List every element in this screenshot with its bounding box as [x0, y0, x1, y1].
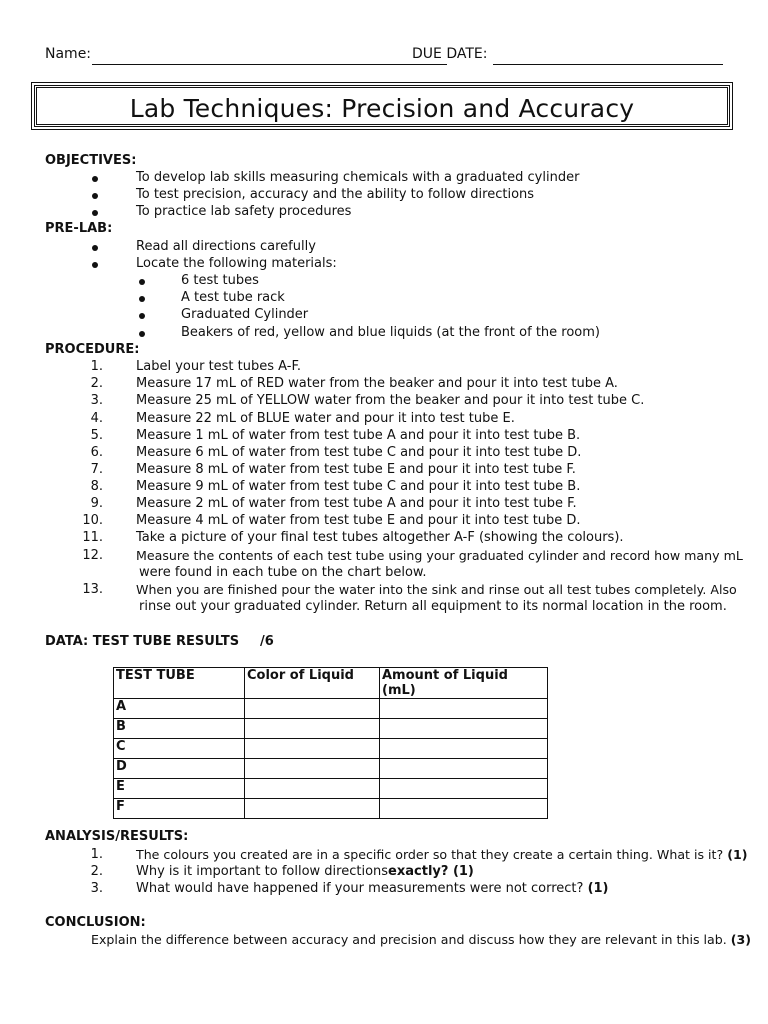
conclusion-prompt — [91, 932, 751, 948]
test-tube-label: C — [114, 739, 245, 759]
color-cell[interactable] — [245, 739, 380, 759]
step-number: 3. — [90, 393, 103, 408]
objective-item: To test precision, accuracy and the ability to follow directions — [136, 187, 535, 202]
analysis-heading: ANALYSIS/RESULTS: — [45, 829, 189, 844]
test-tube-label: A — [114, 699, 245, 719]
table-header-row — [114, 668, 548, 699]
amount-cell[interactable] — [380, 719, 548, 739]
color-cell[interactable] — [245, 719, 380, 739]
color-cell[interactable] — [245, 759, 380, 779]
analysis-question-emphasis: exactly? (1) — [388, 864, 474, 879]
bullet-icon — [139, 296, 145, 302]
procedure-step: Measure 6 mL of water from test tube C and pour it into test tube D. — [136, 445, 582, 460]
color-cell[interactable] — [245, 799, 380, 819]
test-tube-label: B — [114, 719, 245, 739]
prelab-heading: PRE-LAB: — [45, 221, 113, 236]
analysis-question-text: Why is it important to follow directions — [136, 864, 389, 879]
procedure-step: Measure 1 mL of water from test tube A and pour it into test tube B. — [136, 428, 581, 443]
procedure-step: Take a picture of your final test tubes altogether A-F (showing the colours). — [136, 530, 624, 545]
material-item: 6 test tubes — [181, 273, 259, 288]
prelab-item: Read all directions carefully — [136, 239, 316, 254]
step-number: 1. — [90, 359, 103, 374]
procedure-step: Measure 25 mL of YELLOW water from the beaker and pour it into test tube C. — [136, 393, 645, 408]
amount-cell[interactable] — [380, 699, 548, 719]
analysis-question-text: What would have happened if your measurements were not correct? — [136, 881, 584, 896]
bullet-icon — [139, 279, 145, 285]
step-number: 6. — [90, 445, 103, 460]
table-row — [114, 699, 548, 719]
column-header: Color of Liquid — [245, 668, 380, 699]
step-number: 9. — [90, 496, 103, 511]
step-number: 13. — [82, 582, 103, 597]
bullet-icon — [92, 262, 98, 268]
question-number: 1. — [90, 847, 103, 862]
procedure-step: When you are finished pour the water into the sink and rinse out all test tubes completely. Also — [136, 582, 737, 597]
step-number: 12. — [82, 548, 103, 563]
conclusion-text: Explain the difference between accuracy and precision and discuss how they are relevant in this lab. — [91, 932, 727, 947]
due-date-label: DUE DATE: — [412, 46, 488, 62]
step-number: 4. — [90, 411, 103, 426]
column-header: TEST TUBE — [114, 668, 245, 699]
amount-cell[interactable] — [380, 739, 548, 759]
objective-item: To develop lab skills measuring chemicals with a graduated cylinder — [136, 170, 580, 185]
column-header: Amount of Liquid (mL) — [380, 668, 548, 699]
test-tube-label: D — [114, 759, 245, 779]
procedure-step: Measure 8 mL of water from test tube E and pour it into test tube F. — [136, 462, 576, 477]
amount-cell[interactable] — [380, 759, 548, 779]
material-item: A test tube rack — [181, 290, 285, 305]
question-number: 2. — [90, 864, 103, 879]
name-field-line[interactable] — [92, 64, 447, 65]
procedure-step: Measure the contents of each test tube using your graduated cylinder and record how many mL — [136, 548, 743, 563]
title-box — [34, 85, 730, 127]
data-heading: DATA: TEST TUBE RESULTS — [45, 634, 240, 649]
bullet-icon — [92, 210, 98, 216]
material-item: Beakers of red, yellow and blue liquids (at the front of the room) — [181, 325, 600, 340]
color-cell[interactable] — [245, 779, 380, 799]
analysis-question-text: The colours you created are in a specific order so that they create a certain thing. What is it? — [136, 847, 724, 862]
analysis-question — [136, 864, 474, 880]
test-tube-results-table — [113, 667, 548, 819]
amount-cell[interactable] — [380, 779, 548, 799]
test-tube-label: E — [114, 779, 245, 799]
conclusion-heading: CONCLUSION: — [45, 915, 146, 930]
table-row — [114, 719, 548, 739]
step-number: 8. — [90, 479, 103, 494]
bullet-icon — [92, 193, 98, 199]
prelab-item: Locate the following materials: — [136, 256, 337, 271]
step-number: 10. — [82, 513, 103, 528]
step-number: 5. — [90, 428, 103, 443]
procedure-step: Measure 22 mL of BLUE water and pour it into test tube E. — [136, 411, 515, 426]
name-label: Name: — [45, 46, 92, 62]
step-number: 7. — [90, 462, 103, 477]
bullet-icon — [139, 313, 145, 319]
question-number: 3. — [90, 881, 103, 896]
conclusion-points: (3) — [730, 932, 752, 947]
step-number: 2. — [90, 376, 103, 391]
analysis-question-points: (1) — [727, 847, 748, 862]
page-title: Lab Techniques: Precision and Accuracy — [129, 94, 635, 123]
step-number: 11. — [82, 530, 103, 545]
objectives-heading: OBJECTIVES: — [45, 153, 137, 168]
bullet-icon — [139, 331, 145, 337]
table-row — [114, 779, 548, 799]
procedure-step-continued: were found in each tube on the chart below. — [139, 565, 427, 580]
bullet-icon — [92, 176, 98, 182]
procedure-step: Measure 9 mL of water from test tube C and pour it into test tube B. — [136, 479, 581, 494]
color-cell[interactable] — [245, 699, 380, 719]
procedure-step: Label your test tubes A-F. — [136, 359, 301, 374]
analysis-question — [136, 881, 609, 897]
procedure-step: Measure 2 mL of water from test tube A and pour it into test tube F. — [136, 496, 577, 511]
table-row — [114, 759, 548, 779]
procedure-step-continued: rinse out your graduated cylinder. Return all equipment to its normal location in the room. — [139, 599, 727, 614]
table-row — [114, 799, 548, 819]
table-row — [114, 739, 548, 759]
test-tube-label: F — [114, 799, 245, 819]
header-row — [45, 46, 735, 66]
procedure-step: Measure 17 mL of RED water from the beaker and pour it into test tube A. — [136, 376, 618, 391]
analysis-question-points: (1) — [587, 881, 609, 896]
procedure-step: Measure 4 mL of water from test tube E and pour it into test tube D. — [136, 513, 581, 528]
amount-cell[interactable] — [380, 799, 548, 819]
bullet-icon — [92, 245, 98, 251]
objective-item: To practice lab safety procedures — [136, 204, 352, 219]
data-score: /6 — [260, 634, 274, 649]
material-item: Graduated Cylinder — [181, 307, 309, 322]
procedure-heading: PROCEDURE: — [45, 342, 140, 357]
due-date-field-line[interactable] — [493, 64, 723, 65]
analysis-question — [136, 847, 747, 863]
